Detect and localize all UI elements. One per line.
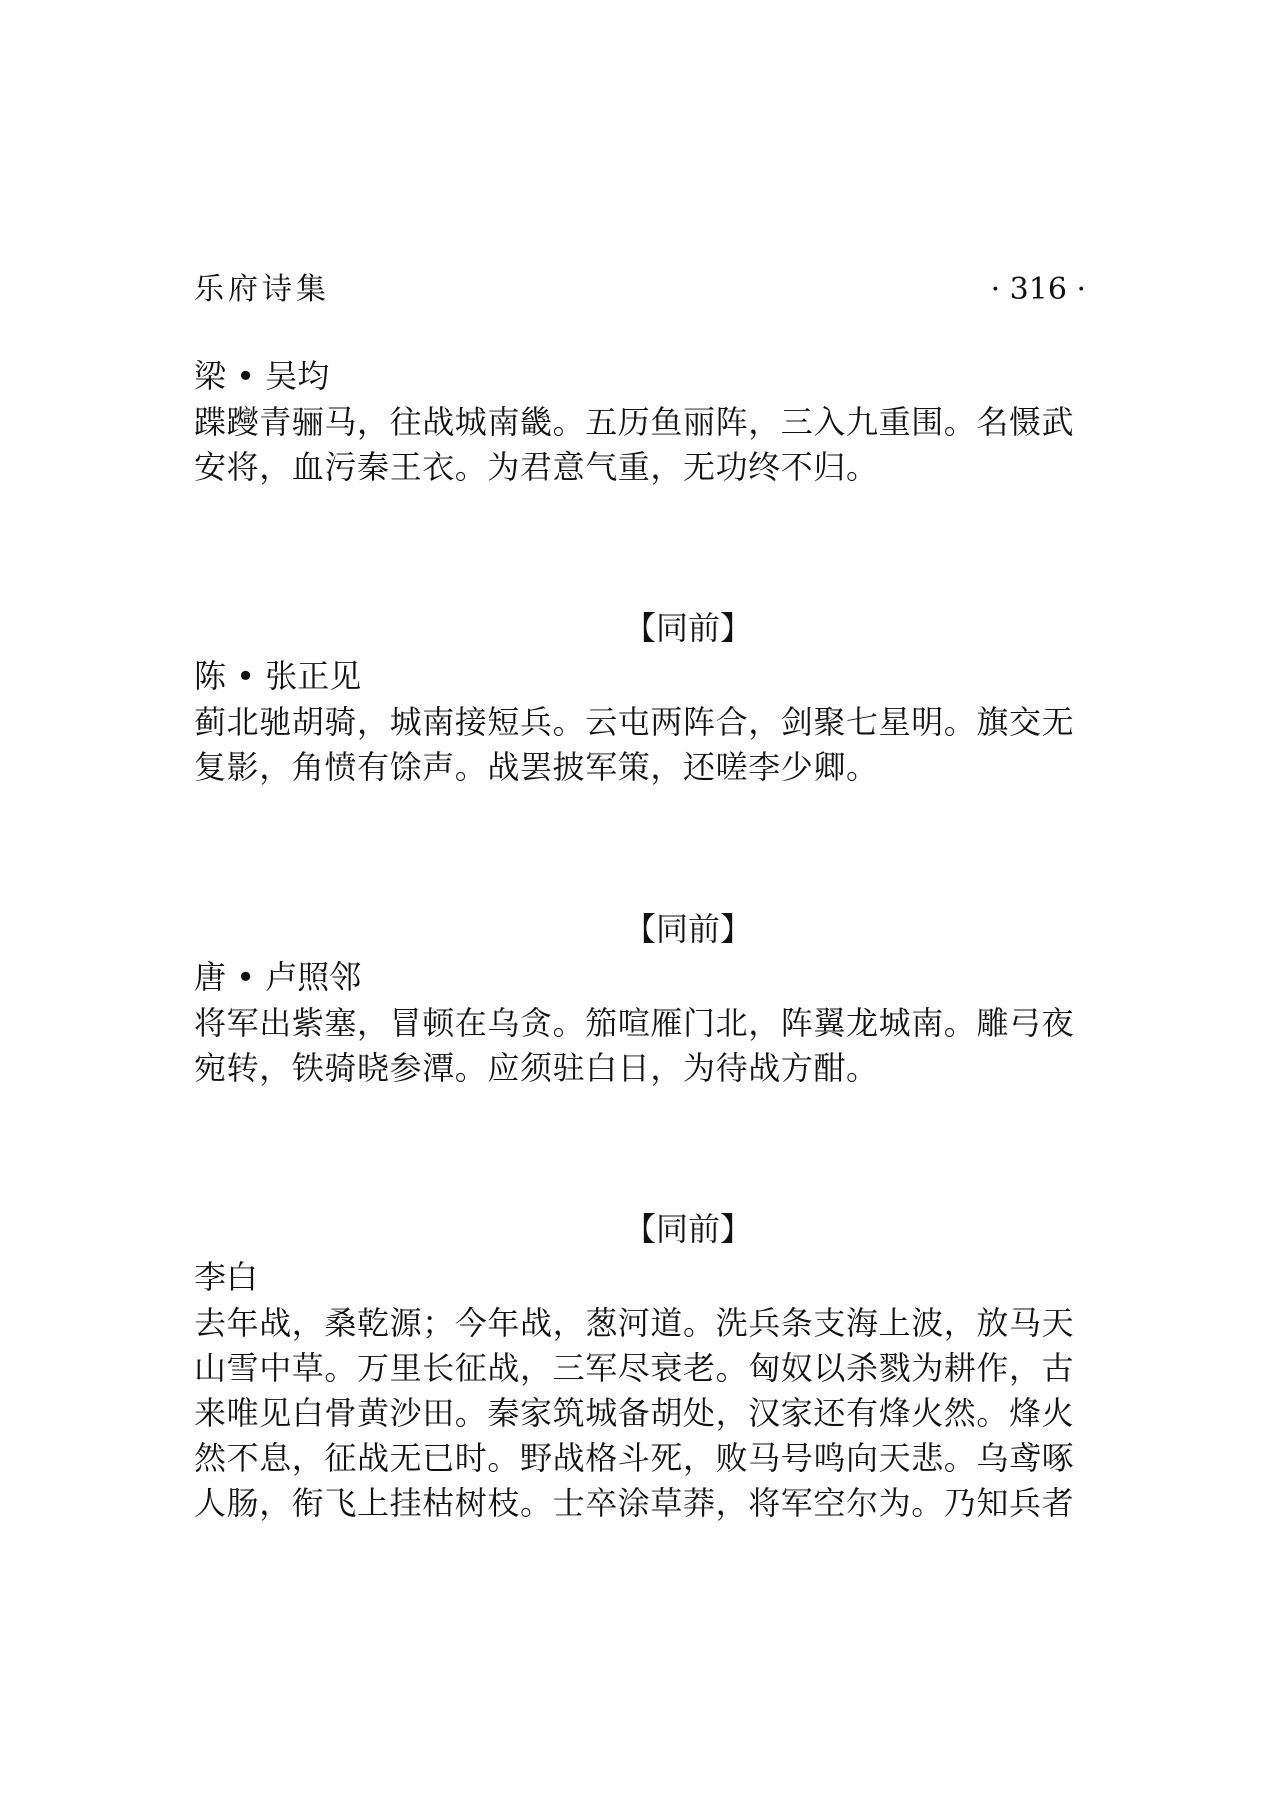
poem-line: 蹀躞青骊马，往战城南畿。五历鱼丽阵，三入九重围。名慑武	[194, 403, 1075, 441]
poem-line: 然不息，征战无已时。野战格斗死，败马号鸣向天悲。乌鸢啄	[194, 1439, 1075, 1477]
poem-line: 将军出紫塞，冒顿在乌贪。笳喧雁门北，阵翼龙城南。雕弓夜	[194, 1004, 1075, 1042]
running-header	[194, 268, 1086, 312]
poem-author: 梁 • 吴均	[194, 357, 330, 395]
poem-block	[194, 1205, 1086, 1526]
page-number: · 316 ·	[990, 272, 1086, 307]
poem-block	[194, 604, 1086, 790]
book-title: 乐府诗集	[194, 272, 330, 307]
poem-text	[194, 1301, 1086, 1526]
poem-line: 来唯见白骨黄沙田。秦家筑城备胡处，汉家还有烽火然。烽火	[194, 1394, 1075, 1432]
poem-text	[194, 1001, 1086, 1091]
poem-line: 山雪中草。万里长征战，三军尽衰老。匈奴以杀戮为耕作，古	[194, 1349, 1075, 1387]
poem-author: 陈 • 张正见	[194, 657, 362, 695]
poem-title: 【同前】	[623, 609, 752, 647]
poem-title: 【同前】	[623, 1210, 752, 1248]
poem-author: 唐 • 卢照邻	[194, 958, 362, 996]
poem-line: 人肠，衔飞上挂枯树枝。士卒涂草莽，将军空尔为。乃知兵者	[194, 1484, 1075, 1522]
poem-text	[194, 700, 1086, 790]
poem-line: 安将，血污秦王衣。为君意气重，无功终不归。	[194, 448, 879, 486]
poem-line: 去年战，桑乾源；今年战，葱河道。洗兵条支海上波，放马天	[194, 1304, 1075, 1342]
poem-author: 李白	[194, 1258, 259, 1296]
poem-line: 复影，角愤有馀声。战罢披军策，还嗟李少卿。	[194, 748, 879, 786]
poem-block	[194, 352, 1086, 490]
poem-line: 宛转，铁骑晓参潭。应须驻白日，为待战方酣。	[194, 1049, 879, 1087]
poem-title: 【同前】	[623, 910, 752, 948]
poem-block	[194, 905, 1086, 1091]
poem-line: 蓟北驰胡骑，城南接短兵。云屯两阵合，剑聚七星明。旗交无	[194, 703, 1075, 741]
poem-text	[194, 400, 1086, 490]
